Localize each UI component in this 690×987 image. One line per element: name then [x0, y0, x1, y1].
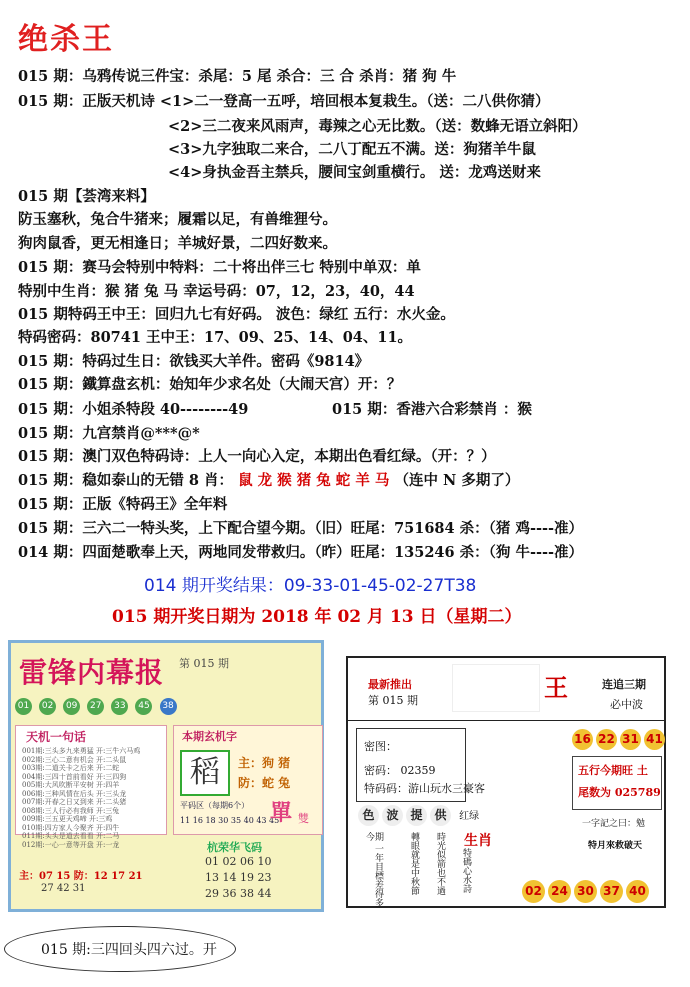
- text-line: 特码密码：80741 王中王：17、09、25、14、04、11。: [18, 329, 413, 346]
- tianji-row: 007期:开春之日又到来 开:二头猪: [22, 798, 127, 806]
- text-line: 015 期：特码过生日：欲钱买大羊件。密码《9814》: [18, 353, 370, 370]
- red-green-label: 红绿: [459, 811, 480, 822]
- password-label: 密图：: [364, 740, 397, 753]
- flying-code-row: 13 14 19 23: [205, 871, 272, 884]
- tianji-box: [15, 725, 167, 849]
- shengxiao-label: 生肖: [464, 833, 492, 849]
- shuang-label: 雙: [298, 812, 309, 825]
- text-line: 015 期：九宫禁肖@***@*: [18, 425, 200, 442]
- number-ball: 01: [15, 698, 32, 715]
- result-line: 014 期开奖结果：09-33-01-45-02-27T38: [144, 576, 477, 596]
- lucky-zodiacs: 鼠 龙 猴 猪 兔 蛇 羊 马: [238, 472, 390, 489]
- tianji-row: 004期:三四十首前看好 开:三四狗: [22, 772, 127, 781]
- number-ball: 38: [160, 698, 177, 715]
- poem-col: 特碼心水詩: [461, 848, 471, 893]
- number-ball: 30: [574, 880, 597, 903]
- right-ad-panel: [346, 656, 666, 908]
- right-issue: 第 015 期: [368, 694, 418, 707]
- speech-bubble: [4, 926, 236, 972]
- must-label: 必中波: [610, 698, 643, 711]
- number-ball: 09: [63, 698, 80, 715]
- text-line: 015 期特码王中王：回归九七有好码。 波色：绿红 五行：水火金。: [18, 306, 455, 323]
- text-line: <4>身执金吾主禁兵，腰间宝剑重横行。 送：龙鸡送财来: [168, 164, 541, 181]
- text-line: 狗肉鼠香，更无相逢日；羊城好景，二四好数来。: [18, 235, 337, 252]
- number-ball: 27: [87, 698, 104, 715]
- new-label: 最新推出: [368, 678, 412, 691]
- code-area-label: 平码区（每期6个）: [180, 801, 250, 810]
- text-line: 014 期：四面楚歌奉上天，两地同发带救归。（昨）旺尾：135246 杀：（狗 牛----准）: [18, 544, 584, 561]
- text-line: 015 期：正版《特码王》全年料: [18, 496, 228, 513]
- text-line: 015 期：三六二一特头奖，上下配合望今期。（旧）旺尾：751684 杀：（猪 鸡----准）: [18, 520, 584, 537]
- flying-code-header: 杭荣华飞码: [207, 841, 262, 854]
- xuanji-box: [173, 725, 323, 835]
- poem-col: 轉眼就是中秋節: [409, 832, 419, 895]
- one-word-label: 一字記之曰：勉: [582, 819, 646, 829]
- text-line: 防玉塞秋，兔合牛猪来；履霜以足，有兽维狸兮。: [18, 211, 337, 228]
- hot-ball: 16: [572, 729, 593, 750]
- xuanji-char: 稻: [180, 750, 230, 796]
- hot-label: 特月來救破天: [588, 841, 643, 851]
- bottom-balls: [522, 880, 652, 903]
- draw-date-line: 015 期开奖日期为 2018 年 02 月 13 日（星期二）: [112, 607, 522, 627]
- wuxing-label: 五行今期旺 土: [578, 764, 648, 777]
- tianji-row: 006期:三种风情在后头 开:三头龙: [22, 789, 127, 798]
- tianji-header: 天机一句话: [26, 730, 87, 744]
- tianji-row: 005期:大风吹断平安树 开:四羊: [22, 781, 120, 789]
- number-ball: 37: [600, 880, 623, 903]
- streak-label: 连追三期: [602, 678, 646, 691]
- password-code: 密码： 02359: [364, 764, 436, 777]
- today-label: 今期: [366, 833, 385, 843]
- hot-ball: 31: [620, 729, 641, 750]
- right-note: 015 期：香港六合彩禁肖 ：猴: [332, 401, 532, 418]
- text-line: 015 期：乌鸦传说三件宝：杀尾：5 尾 杀合：三 合 杀肖：猪 狗 牛: [18, 68, 457, 85]
- code-area-nums: 11 16 18 30 35 40 43 45: [180, 816, 280, 825]
- tianji-row: 010期:四方家人今聚齐 开:四牛: [22, 823, 120, 832]
- bottom-left-nums2: 27 42 31: [41, 883, 86, 894]
- number-balls: [15, 693, 179, 713]
- right-title-box: [452, 664, 540, 712]
- text-line: <2>三二夜来风雨声，毒辣之心无比数。（送：数蜂无语立斜阳）: [168, 118, 587, 135]
- tianji-row: 012期:一心一意等开盘 开:一龙: [22, 840, 120, 849]
- right-bottom-box: [173, 839, 321, 905]
- tianji-row: 002期:三心二意有机会 开:二头鼠: [22, 755, 127, 764]
- top-balls: [572, 728, 668, 750]
- left-panel-issue: 第 015 期: [179, 657, 229, 670]
- tianji-row: 003期:二道关卡之后来 开:二蛇: [22, 764, 120, 772]
- text-line: 015 期：澳门双色特码诗：上人一向心入定，本期出色看红绿。（开：？）: [18, 448, 496, 465]
- tianji-row: 011期:头头是道去看看 开:二马: [22, 832, 120, 840]
- tianji-row: 008期:三人行必有我师 开:三兔: [22, 806, 120, 815]
- number-ball: 02: [522, 880, 545, 903]
- text-line: 015 期：小姐杀特段 40--------49: [18, 401, 249, 418]
- text-line: <3>九字独取二来合，二八丁配五不满。送：狗猪羊牛鼠: [168, 141, 536, 158]
- lucky-note: （连中 N 多期了）: [394, 472, 520, 489]
- right-title: 王: [544, 673, 568, 702]
- color-tag: 提: [406, 805, 427, 826]
- flying-code-row: 01 02 06 10: [205, 855, 272, 868]
- color-tag: 色: [358, 805, 379, 826]
- text-line: 015 期：鐵算盘玄机：始知年少求名处（大闹天宫）开：？: [18, 376, 402, 393]
- flying-code-row: 29 36 38 44: [205, 887, 272, 900]
- dan-label: 單: [270, 800, 293, 826]
- text-line: 015 期【荟湾来料】: [18, 188, 155, 205]
- text-line: 015 期：赛马会特别中特料：二十将出伴三七 特别中单双：单: [18, 259, 421, 276]
- text-line: 特别中生肖：猴 猪 兔 马 幸运号码：07，12，23，40，44: [18, 283, 415, 300]
- text-line: 015 期：正版天机诗 <1>二一登高一五呼，培回根本复栽生。（送：二八供你猜）: [18, 93, 550, 110]
- line-prefix: 015 期：稳如泰山的无错 8 肖：: [18, 472, 233, 489]
- bubble-text: 015 期:三四回头四六过。开: [41, 942, 217, 958]
- poem-col: 一年目標差得多: [373, 844, 383, 907]
- bottom-left-nums: 主：07 15 防：12 17 21: [19, 871, 143, 882]
- left-bottom-box: [15, 839, 165, 905]
- number-ball: 02: [39, 698, 56, 715]
- hot-ball: 41: [644, 729, 665, 750]
- number-ball: 33: [111, 698, 128, 715]
- color-tags: [358, 804, 479, 826]
- left-panel-title: 雷锋内幕报: [19, 656, 165, 689]
- text-line: [18, 472, 519, 490]
- tail-label: 尾数为 025789: [578, 786, 661, 799]
- poem-col: 時光似箭也不過: [435, 832, 445, 895]
- guard-zodiac: 防：蛇 兔: [238, 776, 291, 790]
- tianji-row: 009期:三五更天鸡啼 开:三鸡: [22, 815, 113, 823]
- color-tag: 波: [382, 805, 403, 826]
- tianji-row: 001期:三头多九来勇猛 开:三牛六马鸡: [22, 747, 141, 755]
- number-ball: 24: [548, 880, 571, 903]
- page-title: 绝杀王: [18, 22, 114, 57]
- main-zodiac: 主：狗 猪: [238, 756, 291, 770]
- number-ball: 40: [626, 880, 649, 903]
- number-ball: 45: [135, 698, 152, 715]
- hot-ball: 22: [596, 729, 617, 750]
- divider: [348, 720, 664, 721]
- xuanji-header: 本期玄机字: [182, 730, 237, 743]
- color-tag: 供: [430, 805, 451, 826]
- left-ad-panel: [8, 640, 324, 912]
- tm-secret: 特码码：游山玩水三豪客: [364, 782, 485, 795]
